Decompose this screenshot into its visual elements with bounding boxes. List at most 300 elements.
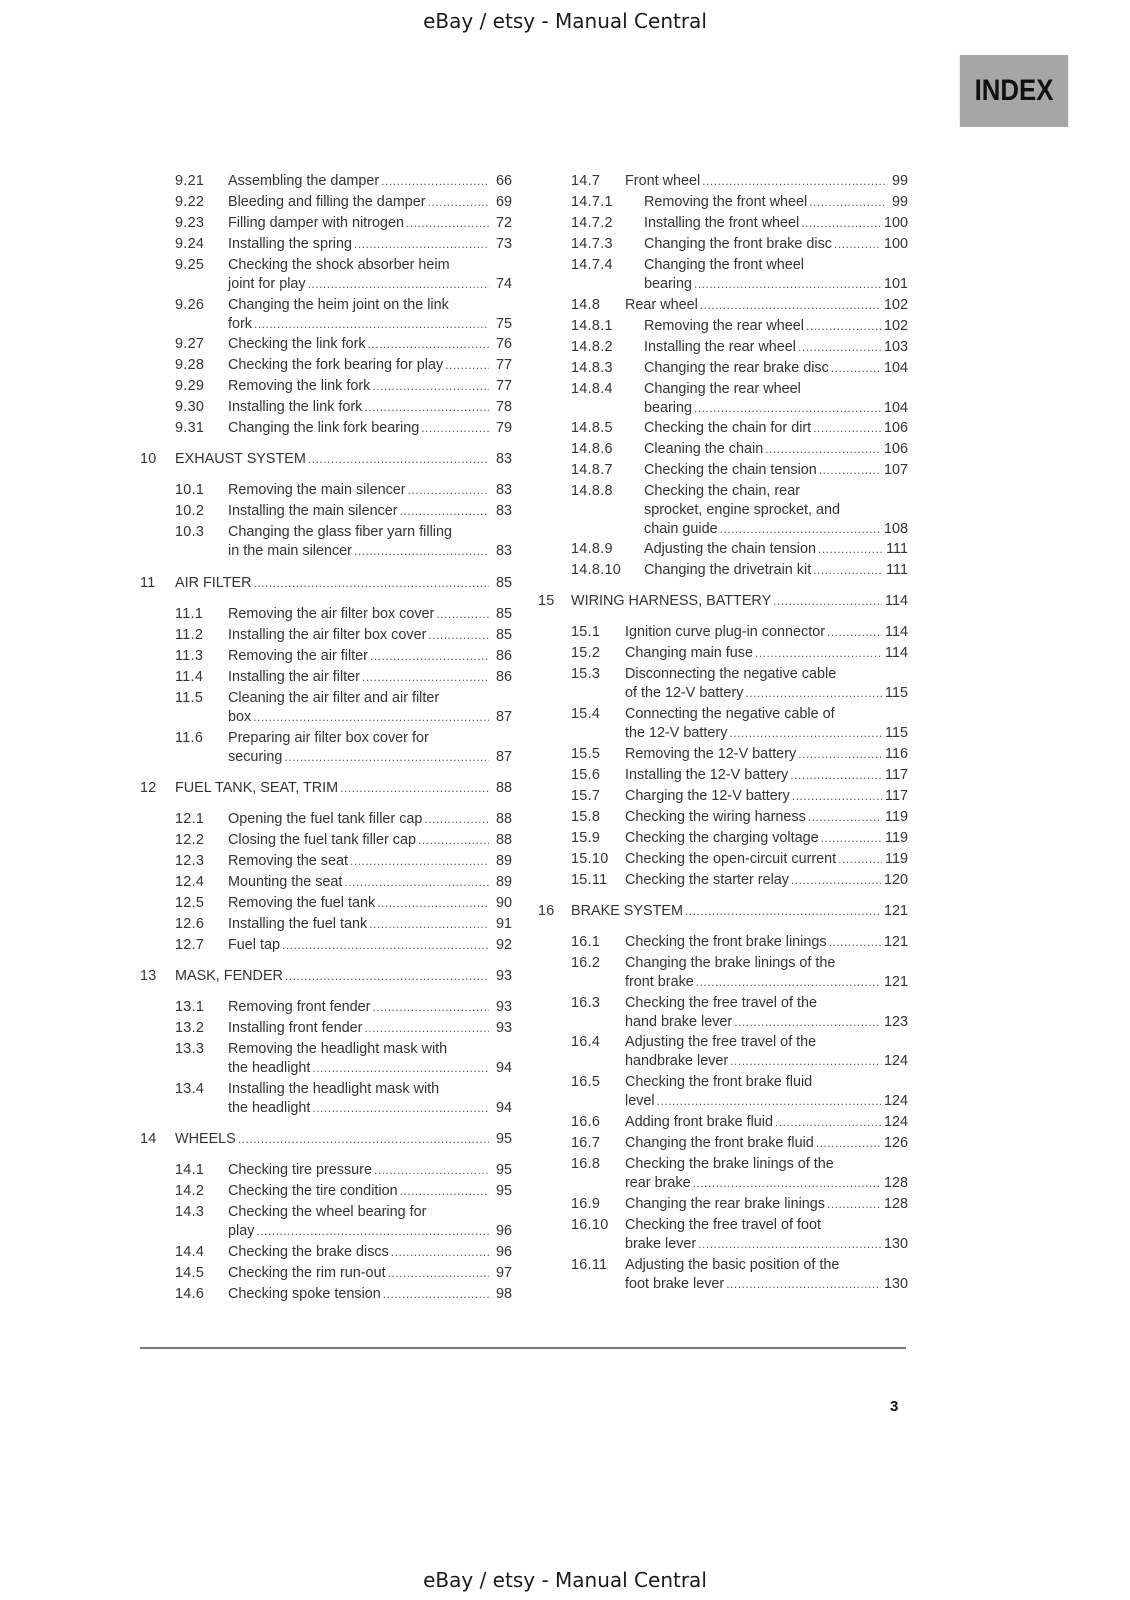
section-number: 14.7.3 (571, 236, 613, 252)
toc-entry[interactable] (571, 954, 908, 992)
toc-entry[interactable] (175, 894, 512, 913)
dot-leader (798, 338, 881, 357)
section-title: Changing the link fork bearing (228, 420, 420, 436)
section-title: Adjusting the basic position of the (625, 1257, 840, 1273)
section-title: WHEELS (175, 1131, 236, 1147)
section-number: 14.7.1 (571, 194, 613, 210)
dot-leader (391, 1243, 489, 1262)
toc-entry[interactable] (571, 235, 908, 254)
section-title: level (625, 1093, 655, 1109)
section-title: Checking the free travel of the (625, 995, 817, 1011)
section-number: 9.29 (175, 378, 205, 394)
section-number: 14.8.8 (571, 483, 613, 499)
section-title: Checking the brake linings of the (625, 1156, 834, 1172)
section-number: 15.11 (571, 872, 608, 888)
section-number: 11.4 (175, 669, 204, 685)
section-title: Checking the open-circuit current (625, 851, 837, 867)
page-ref: 95 (495, 1183, 512, 1199)
toc-entry[interactable] (175, 873, 512, 892)
toc-entry[interactable] (175, 936, 512, 955)
section-title: Disconnecting the negative cable (625, 666, 837, 682)
page-ref: 95 (495, 1131, 512, 1147)
section-number: 16.9 (571, 1196, 601, 1212)
dot-leader (370, 647, 489, 666)
section-title: Installing front fender (228, 1020, 363, 1036)
page-ref: 115 (885, 725, 908, 741)
dot-leader (284, 748, 489, 767)
toc-entry[interactable] (175, 1161, 512, 1180)
page-ref: 87 (495, 709, 512, 725)
toc-entry[interactable] (175, 1040, 512, 1078)
section-title: box (228, 709, 252, 725)
toc-entry[interactable] (175, 1243, 512, 1262)
section-title: bearing (644, 276, 693, 292)
page-ref: 107 (883, 462, 908, 478)
section-title: Checking the wheel bearing for (228, 1204, 427, 1220)
page-ref: 78 (495, 399, 512, 415)
page-ref: 130 (883, 1276, 908, 1292)
section-title: hand brake lever (625, 1014, 733, 1030)
dot-leader (827, 1195, 881, 1214)
toc-entry[interactable] (175, 626, 512, 645)
section-number: 16.10 (571, 1217, 609, 1233)
dot-leader (308, 450, 489, 469)
section-number: 14.8.5 (571, 420, 613, 436)
page-ref: 100 (883, 215, 908, 231)
section-title: Installing the headlight mask with (228, 1081, 440, 1097)
section-title: Changing the front brake disc (644, 236, 832, 252)
page-ref: 99 (891, 194, 908, 210)
section-title: Checking the link fork (228, 336, 366, 352)
toc-chapter-entry[interactable] (140, 967, 512, 986)
page-ref: 94 (495, 1060, 512, 1076)
section-title: Changing the heim joint on the link (228, 297, 449, 313)
section-title: Changing the rear brake disc (644, 360, 829, 376)
page-ref: 94 (495, 1100, 512, 1116)
dot-leader (340, 779, 489, 798)
page-number: 3 (890, 1398, 899, 1415)
dot-leader (372, 998, 489, 1017)
toc-entry[interactable] (571, 296, 908, 315)
section-title: Bleeding and filling the damper (228, 194, 426, 210)
section-title: Checking tire pressure (228, 1162, 372, 1178)
toc-entry[interactable] (175, 235, 512, 254)
section-number: 14.8.7 (571, 462, 613, 478)
section-title: foot brake lever (625, 1276, 725, 1292)
page-ref: 98 (495, 1286, 512, 1302)
page-ref: 115 (885, 685, 908, 701)
toc-entry[interactable] (175, 668, 512, 687)
toc-entry[interactable] (175, 1019, 512, 1038)
section-number: 14.3 (175, 1204, 205, 1220)
section-title: Installing the link fork (228, 399, 363, 415)
toc-entry[interactable] (175, 998, 512, 1017)
toc-entry[interactable] (175, 172, 512, 191)
page-ref: 96 (495, 1244, 512, 1260)
section-number: 15.4 (571, 706, 601, 722)
section-number: 13.2 (175, 1020, 205, 1036)
toc-entry[interactable] (571, 766, 908, 785)
dot-leader (798, 745, 882, 764)
page-ref: 100 (883, 236, 908, 252)
dot-leader (834, 235, 881, 254)
dot-leader (816, 1134, 881, 1153)
section-number: 14.8.4 (571, 381, 613, 397)
dot-leader (791, 871, 881, 890)
toc-chapter-entry[interactable] (140, 450, 512, 469)
section-title: Closing the fuel tank filler cap (228, 832, 416, 848)
dot-leader (806, 317, 881, 336)
section-number: 9.21 (175, 173, 205, 189)
section-number: 11.2 (175, 627, 204, 643)
toc-chapter-entry[interactable] (140, 574, 512, 593)
section-title: Checking the tire condition (228, 1183, 398, 1199)
footer-divider (140, 1347, 906, 1349)
toc-entry[interactable] (571, 1073, 908, 1111)
page-ref: 117 (885, 767, 908, 783)
section-number: 14.1 (175, 1162, 205, 1178)
section-title: Checking the chain tension (644, 462, 817, 478)
toc-entry[interactable] (175, 810, 512, 829)
page-ref: 124 (883, 1114, 908, 1130)
dot-leader (312, 1099, 489, 1118)
toc-entry[interactable] (571, 1256, 908, 1294)
section-title: bearing (644, 400, 693, 416)
page-ref: 96 (495, 1223, 512, 1239)
section-number: 15.9 (571, 830, 601, 846)
section-title: Changing the drivetrain kit (644, 562, 812, 578)
toc-entry[interactable] (571, 440, 908, 459)
page-ref: 79 (495, 420, 512, 436)
dot-leader (238, 1130, 489, 1149)
toc-entry[interactable] (571, 482, 908, 539)
section-title: Connecting the negative cable of (625, 706, 835, 722)
dot-leader (256, 1222, 489, 1241)
section-title: Cleaning the air filter and air filter (228, 690, 440, 706)
page-ref: 102 (883, 297, 908, 313)
section-title: the 12-V battery (625, 725, 728, 741)
page-ref: 74 (495, 276, 512, 292)
page-ref: 114 (885, 645, 908, 661)
section-title: Charging the 12-V battery (625, 788, 790, 804)
section-number: 14.7.2 (571, 215, 613, 231)
section-title: Removing the fuel tank (228, 895, 376, 911)
index-tab: INDEX (960, 55, 1068, 127)
toc-entry[interactable] (571, 745, 908, 764)
page-ref: 99 (891, 173, 908, 189)
section-title: Removing the link fork (228, 378, 371, 394)
section-title: Ignition curve plug-in connector (625, 624, 825, 640)
page-ref: 130 (883, 1236, 908, 1252)
toc-entry[interactable] (175, 729, 512, 767)
toc-entry[interactable] (571, 214, 908, 233)
toc-chapter-entry[interactable] (538, 902, 908, 921)
page-ref: 95 (495, 1162, 512, 1178)
toc-entry[interactable] (175, 1264, 512, 1283)
page-ref: 85 (495, 627, 512, 643)
dot-leader (700, 296, 881, 315)
section-number: 9.31 (175, 420, 205, 436)
section-title: Removing the air filter box cover (228, 606, 435, 622)
section-title: Removing the front wheel (644, 194, 808, 210)
toc-entry[interactable] (571, 380, 908, 418)
dot-leader (383, 1285, 489, 1304)
page-ref: 77 (495, 357, 512, 373)
section-number: 10 (140, 451, 157, 467)
toc-chapter-entry[interactable] (140, 1130, 512, 1149)
dot-leader (808, 808, 882, 827)
toc-entry[interactable] (175, 296, 512, 334)
section-title: Checking the chain for dirt (644, 420, 812, 436)
section-title: FUEL TANK, SEAT, TRIM (175, 780, 339, 796)
toc-entry[interactable] (571, 193, 908, 212)
watermark-bottom: eBay / etsy - Manual Central (423, 1568, 707, 1592)
toc-entry[interactable] (175, 915, 512, 934)
dot-leader (424, 810, 489, 829)
page-ref: 69 (495, 194, 512, 210)
page-ref: 126 (883, 1135, 908, 1151)
toc-entry[interactable] (571, 850, 908, 869)
section-title: WIRING HARNESS, BATTERY (571, 593, 772, 609)
section-number: 9.25 (175, 257, 205, 273)
toc-entry[interactable] (175, 335, 512, 354)
toc-entry[interactable] (571, 1134, 908, 1153)
section-title: play (228, 1223, 255, 1239)
toc-entry[interactable] (175, 481, 512, 500)
section-title: Changing main fuse (625, 645, 753, 661)
toc-entry[interactable] (571, 1033, 908, 1071)
dot-leader (685, 902, 881, 921)
section-number: 16.7 (571, 1135, 601, 1151)
dot-leader (253, 708, 489, 727)
toc-entry[interactable] (175, 356, 512, 375)
page-ref: 117 (885, 788, 908, 804)
toc-entry[interactable] (571, 623, 908, 642)
toc-entry[interactable] (571, 461, 908, 480)
toc-entry[interactable] (175, 1203, 512, 1241)
toc-entry[interactable] (571, 808, 908, 827)
section-number: 14.8.6 (571, 441, 613, 457)
toc-entry[interactable] (175, 256, 512, 294)
dot-leader (792, 787, 882, 806)
section-number: 11.5 (175, 690, 204, 706)
dot-leader (408, 481, 489, 500)
toc-entry[interactable] (571, 359, 908, 378)
page-ref: 85 (495, 575, 512, 591)
section-number: 16.8 (571, 1156, 601, 1172)
dot-leader (819, 461, 881, 480)
section-title: Installing the air filter (228, 669, 360, 685)
toc-entry[interactable] (175, 1285, 512, 1304)
section-title: front brake (625, 974, 694, 990)
page-ref: 119 (885, 851, 908, 867)
dot-leader (285, 967, 489, 986)
section-title: Removing the rear wheel (644, 318, 804, 334)
toc-entry[interactable] (175, 398, 512, 417)
dot-leader (428, 193, 489, 212)
section-number: 14.2 (175, 1183, 205, 1199)
section-number: 15.2 (571, 645, 601, 661)
section-number: 16.3 (571, 995, 601, 1011)
dot-leader (755, 644, 882, 663)
toc-entry[interactable] (175, 214, 512, 233)
section-title: Filling damper with nitrogen (228, 215, 404, 231)
page-ref: 86 (495, 648, 512, 664)
toc-entry[interactable] (571, 317, 908, 336)
section-title: in the main silencer (228, 543, 352, 559)
page-ref: 72 (495, 215, 512, 231)
toc-entry[interactable] (571, 1155, 908, 1193)
toc-entry[interactable] (175, 419, 512, 438)
section-number: 10.2 (175, 503, 205, 519)
toc-entry[interactable] (571, 829, 908, 848)
section-number: 16.1 (571, 934, 601, 950)
page-ref: 120 (883, 872, 908, 888)
toc-entry[interactable] (175, 852, 512, 871)
dot-leader (388, 1264, 489, 1283)
dot-leader (354, 235, 489, 254)
section-number: 14.6 (175, 1286, 205, 1302)
section-number: 15.6 (571, 767, 601, 783)
dot-leader (773, 592, 882, 611)
toc-entry[interactable] (175, 1080, 512, 1118)
page-ref: 73 (495, 236, 512, 252)
section-number: 10.1 (175, 482, 205, 498)
toc-entry[interactable] (175, 831, 512, 850)
toc-entry[interactable] (571, 871, 908, 890)
toc-entry[interactable] (571, 1113, 908, 1132)
toc-entry[interactable] (175, 689, 512, 727)
page-ref: 111 (886, 541, 908, 557)
dot-leader (418, 831, 489, 850)
section-number: 9.28 (175, 357, 205, 373)
section-title: Adjusting the chain tension (644, 541, 817, 557)
dot-leader (406, 214, 489, 233)
page-ref: 89 (495, 874, 512, 890)
toc-chapter-entry[interactable] (140, 779, 512, 798)
dot-leader (729, 724, 882, 743)
toc-entry[interactable] (571, 172, 908, 191)
toc-entry[interactable] (175, 193, 512, 212)
section-number: 12.5 (175, 895, 205, 911)
page-ref: 104 (883, 400, 908, 416)
section-title: Changing the rear brake linings (625, 1196, 825, 1212)
toc-entry[interactable] (175, 523, 512, 561)
toc-entry[interactable] (571, 256, 908, 294)
section-title: Checking the charging voltage (625, 830, 819, 846)
section-number: 12.1 (175, 811, 205, 827)
dot-leader (775, 1113, 881, 1132)
dot-leader (436, 605, 489, 624)
page-ref: 76 (495, 336, 512, 352)
section-title: Installing the main silencer (228, 503, 398, 519)
page-ref: 119 (885, 809, 908, 825)
page-ref: 121 (883, 903, 908, 919)
section-title: Checking spoke tension (228, 1286, 381, 1302)
toc-entry[interactable] (571, 933, 908, 952)
toc-entry[interactable] (571, 994, 908, 1032)
dot-leader (377, 894, 489, 913)
section-title: Checking the rim run-out (228, 1265, 386, 1281)
dot-leader (368, 335, 489, 354)
dot-leader (445, 356, 489, 375)
section-number: 15.1 (571, 624, 601, 640)
section-number: 14.5 (175, 1265, 205, 1281)
page-ref: 89 (495, 853, 512, 869)
toc-entry[interactable] (175, 647, 512, 666)
toc-entry[interactable] (175, 377, 512, 396)
section-title: Opening the fuel tank filler cap (228, 811, 423, 827)
section-title: Adding front brake fluid (625, 1114, 773, 1130)
section-number: 16.4 (571, 1034, 601, 1050)
page-ref: 85 (495, 606, 512, 622)
page-ref: 111 (886, 562, 908, 578)
dot-leader (720, 520, 881, 539)
section-title: Installing the 12-V battery (625, 767, 789, 783)
section-title: Checking the fork bearing for play (228, 357, 444, 373)
section-title: Checking the front brake linings (625, 934, 827, 950)
section-number: 12.2 (175, 832, 205, 848)
page-ref: 91 (495, 916, 512, 932)
section-number: 14 (140, 1131, 157, 1147)
page-ref: 77 (495, 378, 512, 394)
section-number: 9.24 (175, 236, 205, 252)
toc-entry[interactable] (571, 1195, 908, 1214)
toc-entry[interactable] (571, 665, 908, 703)
dot-leader (726, 1275, 881, 1294)
section-title: Checking the brake discs (228, 1244, 389, 1260)
section-title: Checking the chain, rear (644, 483, 800, 499)
toc-entry[interactable] (571, 540, 908, 559)
section-number: 12 (140, 780, 157, 796)
toc-entry[interactable] (571, 338, 908, 357)
section-number: 14.7 (571, 173, 601, 189)
toc-entry[interactable] (571, 644, 908, 663)
section-title: Preparing air filter box cover for (228, 730, 429, 746)
toc-entry[interactable] (571, 561, 908, 580)
section-number: 16.5 (571, 1074, 601, 1090)
toc-entry[interactable] (175, 1182, 512, 1201)
dot-leader (428, 626, 489, 645)
section-title: Removing the air filter (228, 648, 368, 664)
toc-entry[interactable] (571, 705, 908, 743)
section-number: 15.5 (571, 746, 601, 762)
toc-entry[interactable] (175, 605, 512, 624)
toc-entry[interactable] (571, 787, 908, 806)
page-ref: 88 (495, 811, 512, 827)
dot-leader (694, 399, 881, 418)
section-number: 11 (140, 575, 156, 591)
section-title: chain guide (644, 521, 718, 537)
section-title: Removing the seat (228, 853, 348, 869)
dot-leader (702, 172, 885, 191)
section-number: 15.7 (571, 788, 601, 804)
toc-entry[interactable] (175, 502, 512, 521)
page-ref: 128 (883, 1175, 908, 1191)
toc-chapter-entry[interactable] (538, 592, 908, 611)
toc-entry[interactable] (571, 1216, 908, 1254)
section-number: 11.1 (175, 606, 204, 622)
dot-leader (809, 193, 885, 212)
section-title: Installing the spring (228, 236, 352, 252)
toc-entry[interactable] (571, 419, 908, 438)
dot-leader (312, 1059, 489, 1078)
section-title: Checking the wiring harness (625, 809, 806, 825)
section-title: Checking the shock absorber heim (228, 257, 450, 273)
section-number: 14.8 (571, 297, 601, 313)
dot-leader (831, 359, 881, 378)
section-title: sprocket, engine sprocket, and (644, 502, 840, 518)
